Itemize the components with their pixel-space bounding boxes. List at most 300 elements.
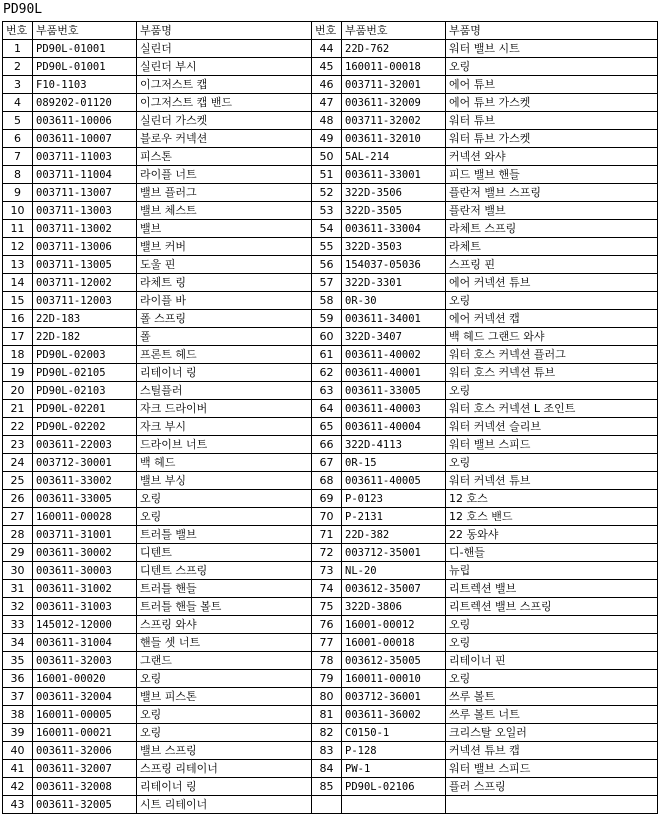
table-row (3, 490, 658, 508)
row-number: 27 (3, 508, 33, 526)
row-number: 75 (312, 598, 342, 616)
row-number: 40 (3, 742, 33, 760)
part-name: 스틸플러 (137, 382, 312, 400)
part-number: 003712-30001 (33, 454, 137, 472)
part-name: 오링 (137, 490, 312, 508)
header-part-name: 부품명 (137, 22, 312, 40)
part-name: 실린더 (137, 40, 312, 58)
part-number: 003611-40002 (342, 346, 446, 364)
part-name: 워터 커넥션 튜브 (446, 472, 658, 490)
part-number: 003711-13007 (33, 184, 137, 202)
row-number: 73 (312, 562, 342, 580)
table-row (3, 778, 658, 796)
part-name: 에어 튜브 (446, 76, 658, 94)
part-name: 리테이너 링 (137, 364, 312, 382)
row-number: 24 (3, 454, 33, 472)
table-row (3, 112, 658, 130)
part-number: 003611-34001 (342, 310, 446, 328)
part-number: 003711-11004 (33, 166, 137, 184)
part-name: 블로우 커넥션 (137, 130, 312, 148)
table-row (3, 400, 658, 418)
part-name: 밸브 커버 (137, 238, 312, 256)
row-number: 34 (3, 634, 33, 652)
part-number: 003711-32002 (342, 112, 446, 130)
part-number: 0R-15 (342, 454, 446, 472)
part-name: 12 호스 밴드 (446, 508, 658, 526)
row-number: 35 (3, 652, 33, 670)
table-row (3, 634, 658, 652)
part-name: 디텐트 스프링 (137, 562, 312, 580)
part-name: 시트 리테이너 (137, 796, 312, 814)
row-number: 68 (312, 472, 342, 490)
part-name: 이그저스트 캡 밴드 (137, 94, 312, 112)
table-row (3, 544, 658, 562)
part-name: 워터 호스 커넥션 플러그 (446, 346, 658, 364)
part-name: 리테이너 핀 (446, 652, 658, 670)
table-row (3, 184, 658, 202)
table-row (3, 796, 658, 814)
part-number: 003611-33004 (342, 220, 446, 238)
part-number: 003712-36001 (342, 688, 446, 706)
row-number: 70 (312, 508, 342, 526)
row-number: 43 (3, 796, 33, 814)
part-name: 라체트 (446, 238, 658, 256)
table-row (3, 760, 658, 778)
row-number: 18 (3, 346, 33, 364)
row-number: 85 (312, 778, 342, 796)
row-number: 56 (312, 256, 342, 274)
part-number: 003711-12003 (33, 292, 137, 310)
part-name: 오링 (137, 508, 312, 526)
row-number: 76 (312, 616, 342, 634)
part-number: C0150-1 (342, 724, 446, 742)
row-number: 74 (312, 580, 342, 598)
part-name: 플란저 밸브 (446, 202, 658, 220)
row-number: 13 (3, 256, 33, 274)
row-number: 11 (3, 220, 33, 238)
part-name: 워터 밸브 스피드 (446, 760, 658, 778)
row-number: 54 (312, 220, 342, 238)
part-number: 003611-40001 (342, 364, 446, 382)
part-number: 003611-40003 (342, 400, 446, 418)
part-name: 리트렉션 밸브 스프링 (446, 598, 658, 616)
part-name: 백 헤드 (137, 454, 312, 472)
table-row (3, 166, 658, 184)
part-name: 워터 밸브 스피드 (446, 436, 658, 454)
part-name: 라체트 링 (137, 274, 312, 292)
table-row (3, 382, 658, 400)
row-number: 62 (312, 364, 342, 382)
part-number: 003711-13005 (33, 256, 137, 274)
row-number: 1 (3, 40, 33, 58)
part-name: 에어 튜브 가스켓 (446, 94, 658, 112)
part-number: 154037-05036 (342, 256, 446, 274)
table-row (3, 130, 658, 148)
part-name: 워터 튜브 (446, 112, 658, 130)
part-number: 160011-00021 (33, 724, 137, 742)
part-number: 003611-40005 (342, 472, 446, 490)
row-number: 58 (312, 292, 342, 310)
row-number: 22 (3, 418, 33, 436)
row-number: 64 (312, 400, 342, 418)
table-row (3, 742, 658, 760)
part-name: 폴 (137, 328, 312, 346)
part-name: 크리스탈 오일러 (446, 724, 658, 742)
part-name: 오링 (446, 616, 658, 634)
part-number: 003611-10007 (33, 130, 137, 148)
row-number: 25 (3, 472, 33, 490)
row-number: 78 (312, 652, 342, 670)
part-number: 003611-32007 (33, 760, 137, 778)
part-number: 003611-33001 (342, 166, 446, 184)
table-row (3, 220, 658, 238)
part-name: 트러틀 밸브 (137, 526, 312, 544)
row-number: 59 (312, 310, 342, 328)
row-number: 32 (3, 598, 33, 616)
row-number: 50 (312, 148, 342, 166)
part-number: 003712-35001 (342, 544, 446, 562)
part-name: 실린더 가스켓 (137, 112, 312, 130)
table-row (3, 580, 658, 598)
row-number: 53 (312, 202, 342, 220)
part-name: 오링 (446, 58, 658, 76)
row-number: 46 (312, 76, 342, 94)
part-number: 003711-12002 (33, 274, 137, 292)
row-number: 65 (312, 418, 342, 436)
header-number: 번호 (312, 22, 342, 40)
part-number: 003611-33002 (33, 472, 137, 490)
table-row (3, 76, 658, 94)
table-row (3, 472, 658, 490)
row-number: 17 (3, 328, 33, 346)
row-number: 36 (3, 670, 33, 688)
header-part-number: 부품번호 (342, 22, 446, 40)
part-number: 003611-32008 (33, 778, 137, 796)
document-title: PD90L (3, 2, 43, 17)
table-row (3, 418, 658, 436)
part-name: 밸브 (137, 220, 312, 238)
part-name: 커넥션 튜브 캡 (446, 742, 658, 760)
row-number: 15 (3, 292, 33, 310)
part-name: 이그저스트 캡 (137, 76, 312, 94)
table-row (3, 508, 658, 526)
part-number: 22D-182 (33, 328, 137, 346)
part-name: 워터 커넥션 슬리브 (446, 418, 658, 436)
part-name: 오링 (446, 292, 658, 310)
row-number: 21 (3, 400, 33, 418)
row-number: 6 (3, 130, 33, 148)
part-name: 커넥션 와샤 (446, 148, 658, 166)
row-number: 72 (312, 544, 342, 562)
row-number: 16 (3, 310, 33, 328)
part-name: 오링 (137, 670, 312, 688)
table-row (3, 292, 658, 310)
part-name: 라이플 너트 (137, 166, 312, 184)
part-number: 22D-183 (33, 310, 137, 328)
row-number: 79 (312, 670, 342, 688)
part-name: 스프링 리테이너 (137, 760, 312, 778)
part-name: 라이플 바 (137, 292, 312, 310)
table-row (3, 526, 658, 544)
row-number: 14 (3, 274, 33, 292)
row-number: 47 (312, 94, 342, 112)
header-row (3, 22, 658, 40)
header-number: 번호 (3, 22, 33, 40)
part-name: 오링 (446, 382, 658, 400)
part-name: 스프링 와샤 (137, 616, 312, 634)
part-name: 워터 튜브 가스켓 (446, 130, 658, 148)
part-number: 322D-3505 (342, 202, 446, 220)
row-number: 84 (312, 760, 342, 778)
part-name: 밸브 플러그 (137, 184, 312, 202)
part-number: 003611-22003 (33, 436, 137, 454)
part-name: 디텐트 (137, 544, 312, 562)
header-part-number: 부품번호 (33, 22, 137, 40)
part-name: 밸브 피스톤 (137, 688, 312, 706)
part-name: 피스톤 (137, 148, 312, 166)
part-number: P-128 (342, 742, 446, 760)
part-number: 003611-31004 (33, 634, 137, 652)
row-number: 20 (3, 382, 33, 400)
row-number: 30 (3, 562, 33, 580)
part-name: 워터 호스 커넥션 튜브 (446, 364, 658, 382)
part-name: 에어 커넥션 캡 (446, 310, 658, 328)
row-number: 63 (312, 382, 342, 400)
part-number: 003711-13006 (33, 238, 137, 256)
part-number (342, 796, 446, 814)
part-number: 003711-13002 (33, 220, 137, 238)
table-row (3, 328, 658, 346)
row-number: 3 (3, 76, 33, 94)
header-part-name: 부품명 (446, 22, 658, 40)
row-number: 51 (312, 166, 342, 184)
part-number: PD90L-02106 (342, 778, 446, 796)
part-name: 폴 스프링 (137, 310, 312, 328)
table-row (3, 562, 658, 580)
table-row (3, 616, 658, 634)
part-number: 003611-10006 (33, 112, 137, 130)
row-number: 33 (3, 616, 33, 634)
part-number: 22D-762 (342, 40, 446, 58)
part-number: PD90L-01001 (33, 40, 137, 58)
table-row (3, 148, 658, 166)
part-number: 322D-3503 (342, 238, 446, 256)
table-row (3, 436, 658, 454)
row-number: 37 (3, 688, 33, 706)
part-number: 322D-3506 (342, 184, 446, 202)
part-name: 리트렉션 밸브 (446, 580, 658, 598)
table-row (3, 598, 658, 616)
part-name: 플러 스프링 (446, 778, 658, 796)
row-number: 82 (312, 724, 342, 742)
row-number: 44 (312, 40, 342, 58)
part-number: 160011-00005 (33, 706, 137, 724)
row-number: 67 (312, 454, 342, 472)
part-name: 에어 커넥션 튜브 (446, 274, 658, 292)
row-number: 39 (3, 724, 33, 742)
table-row (3, 670, 658, 688)
row-number: 41 (3, 760, 33, 778)
parts-table (2, 21, 658, 814)
row-number: 69 (312, 490, 342, 508)
part-name: 밸브 부싱 (137, 472, 312, 490)
table-row (3, 706, 658, 724)
part-name: 피드 밸브 핸들 (446, 166, 658, 184)
row-number: 7 (3, 148, 33, 166)
part-number: 003611-32009 (342, 94, 446, 112)
part-number: 003611-40004 (342, 418, 446, 436)
row-number: 52 (312, 184, 342, 202)
part-number: P-2131 (342, 508, 446, 526)
part-name: 뉴립 (446, 562, 658, 580)
part-name: 백 헤드 그랜드 와샤 (446, 328, 658, 346)
table-row (3, 40, 658, 58)
part-number: 22D-382 (342, 526, 446, 544)
row-number: 9 (3, 184, 33, 202)
row-number: 83 (312, 742, 342, 760)
part-number: PD90L-02201 (33, 400, 137, 418)
row-number: 12 (3, 238, 33, 256)
part-number: 089202-01120 (33, 94, 137, 112)
table-row (3, 454, 658, 472)
part-number: PD90L-02202 (33, 418, 137, 436)
part-name: 실린더 부시 (137, 58, 312, 76)
part-number: 003611-36002 (342, 706, 446, 724)
part-name: 밸브 체스트 (137, 202, 312, 220)
part-number: PW-1 (342, 760, 446, 778)
row-number: 38 (3, 706, 33, 724)
table-row (3, 58, 658, 76)
part-number: 003611-31003 (33, 598, 137, 616)
row-number: 28 (3, 526, 33, 544)
row-number: 42 (3, 778, 33, 796)
row-number: 23 (3, 436, 33, 454)
part-number: 145012-12000 (33, 616, 137, 634)
table-row (3, 364, 658, 382)
part-name: 밸브 스프링 (137, 742, 312, 760)
part-name: 오링 (446, 634, 658, 652)
part-number: 5AL-214 (342, 148, 446, 166)
part-name: 워터 밸브 시트 (446, 40, 658, 58)
row-number: 81 (312, 706, 342, 724)
part-number: 003611-30002 (33, 544, 137, 562)
row-number: 71 (312, 526, 342, 544)
part-number: PD90L-02103 (33, 382, 137, 400)
table-row (3, 688, 658, 706)
table-row (3, 652, 658, 670)
part-number: 003612-35005 (342, 652, 446, 670)
row-number: 19 (3, 364, 33, 382)
part-number: P-0123 (342, 490, 446, 508)
part-number: 0R-30 (342, 292, 446, 310)
part-name (446, 796, 658, 814)
part-number: 003611-32003 (33, 652, 137, 670)
part-number: 003611-33005 (342, 382, 446, 400)
row-number: 2 (3, 58, 33, 76)
row-number: 80 (312, 688, 342, 706)
part-number: PD90L-01001 (33, 58, 137, 76)
part-number: 160011-00010 (342, 670, 446, 688)
part-number: 160011-00028 (33, 508, 137, 526)
part-name: 자크 부시 (137, 418, 312, 436)
row-number: 49 (312, 130, 342, 148)
table-row (3, 310, 658, 328)
table-row (3, 274, 658, 292)
part-number: 160011-00018 (342, 58, 446, 76)
part-name: 라체트 스프링 (446, 220, 658, 238)
row-number: 48 (312, 112, 342, 130)
part-number: 003611-30003 (33, 562, 137, 580)
part-name: 핸들 셋 너트 (137, 634, 312, 652)
part-number: 003611-32004 (33, 688, 137, 706)
row-number: 57 (312, 274, 342, 292)
part-name: 그랜드 (137, 652, 312, 670)
row-number: 29 (3, 544, 33, 562)
part-number: 003611-32006 (33, 742, 137, 760)
parts-table-body (3, 40, 658, 814)
part-number: 322D-3301 (342, 274, 446, 292)
part-number: 16001-00020 (33, 670, 137, 688)
part-name: 22 동와샤 (446, 526, 658, 544)
part-name: 프론트 헤드 (137, 346, 312, 364)
table-row (3, 256, 658, 274)
table-row (3, 94, 658, 112)
part-name: 드라이브 너트 (137, 436, 312, 454)
part-name: 자크 드라이버 (137, 400, 312, 418)
row-number: 10 (3, 202, 33, 220)
part-number: 322D-3806 (342, 598, 446, 616)
part-name: 트러틀 핸들 볼트 (137, 598, 312, 616)
part-name: 12 호스 (446, 490, 658, 508)
part-name: 쓰루 볼트 너트 (446, 706, 658, 724)
row-number: 61 (312, 346, 342, 364)
row-number: 4 (3, 94, 33, 112)
part-name: 오링 (137, 706, 312, 724)
table-row (3, 346, 658, 364)
part-number: 322D-4113 (342, 436, 446, 454)
row-number: 66 (312, 436, 342, 454)
row-number: 45 (312, 58, 342, 76)
row-number: 5 (3, 112, 33, 130)
part-name: 오링 (446, 454, 658, 472)
part-name: 쓰루 볼트 (446, 688, 658, 706)
part-number: 003612-35007 (342, 580, 446, 598)
part-number: 003611-33005 (33, 490, 137, 508)
part-name: 오링 (137, 724, 312, 742)
part-number: NL-20 (342, 562, 446, 580)
part-number: 16001-00018 (342, 634, 446, 652)
part-name: 플란저 밸브 스프링 (446, 184, 658, 202)
part-number: 16001-00012 (342, 616, 446, 634)
table-row (3, 202, 658, 220)
part-number: 003711-31001 (33, 526, 137, 544)
part-name: 오링 (446, 670, 658, 688)
part-name: 디-핸들 (446, 544, 658, 562)
table-row (3, 238, 658, 256)
row-number (312, 796, 342, 814)
part-name: 리테이너 링 (137, 778, 312, 796)
row-number: 77 (312, 634, 342, 652)
part-number: 003711-13003 (33, 202, 137, 220)
row-number: 60 (312, 328, 342, 346)
row-number: 31 (3, 580, 33, 598)
part-name: 스프링 핀 (446, 256, 658, 274)
row-number: 8 (3, 166, 33, 184)
part-number: 003611-32005 (33, 796, 137, 814)
part-number: 003611-32010 (342, 130, 446, 148)
row-number: 26 (3, 490, 33, 508)
row-number: 55 (312, 238, 342, 256)
